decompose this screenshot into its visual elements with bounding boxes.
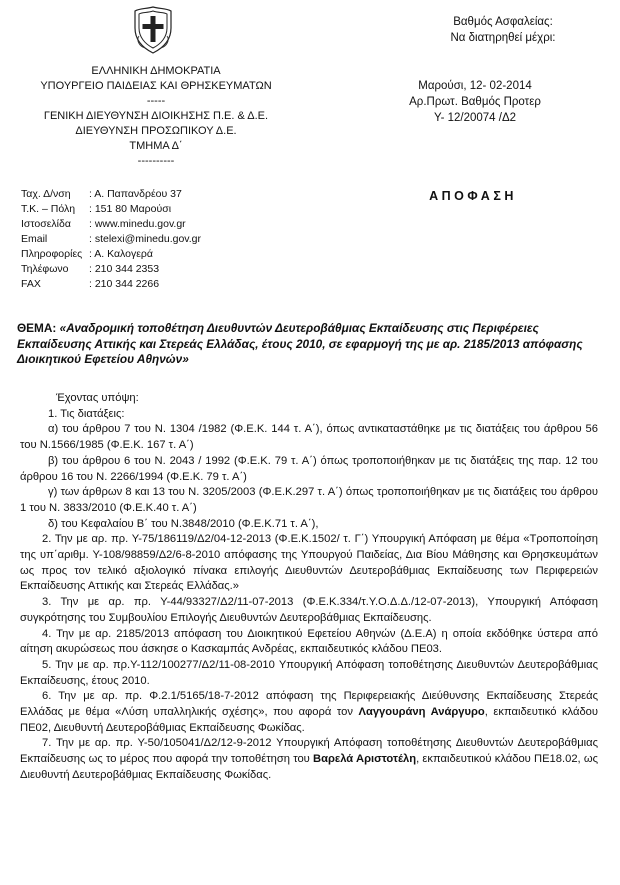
subject-line xyxy=(17,321,602,368)
clause-6-text: 6. Την με αρ. πρ. Φ.2.1/5165/18-7-2012 απόφαση της Περιφερειακής Διεύθυνσης Εκπαίδευσης Στερεάς Ελλάδας με θέμα «Λύση υπαλληλικής σχέσης», που αφορά τον xyxy=(20,690,598,719)
contact-label: Ταχ. Δ/νση xyxy=(21,188,71,200)
reference-number: Υ- 12/20074 /Δ2 xyxy=(433,112,517,124)
contact-label: Email xyxy=(21,233,48,245)
ministry-name: ΥΠΟΥΡΓΕΙΟ ΠΑΙΔΕΙΑΣ ΚΑΙ ΘΡΗΣΚΕΥΜΑΤΩΝ xyxy=(40,80,272,92)
clause-6 xyxy=(20,689,598,736)
contact-value: : Α. Παπανδρέου 37 xyxy=(89,188,182,200)
subject-text: «Αναδρομική τοποθέτηση Διευθυντών Δευτεροβάθμιας Εκπαίδευσης στις Περιφέρειες Εκπαίδευσης Αττικής και Στερεάς Ελλάδας, έτους 2010, σε εφαρμογή της με αρ. 2185/2013 απόφασης Διοικητικού Εφετείου Αθηνών» xyxy=(17,321,583,366)
contact-value: : Α. Καλογερά xyxy=(89,248,153,260)
clause-3: 3. Την με αρ. πρ. Υ-44/93327/Δ2/11-07-2013 (Φ.Ε.Κ.334/τ.Υ.Ο.Δ.Δ./12-07-2013), Υπουργική Απόφαση συγκρότησης του Συμβουλίου Επιλογής Διευθυντών Δευτεροβάθμιας Εκπαίδευσης. xyxy=(20,596,598,624)
place-date: Μαρούσι, 12- 02-2014 xyxy=(418,80,532,92)
issuing-authority-block xyxy=(16,64,296,169)
contact-label: Τηλέφωνο xyxy=(21,263,69,275)
clause-7 xyxy=(20,736,598,783)
clause-1a: α) του άρθρου 7 του Ν. 1304 /1982 (Φ.Ε.Κ. 144 τ. Α΄), όπως αντικαταστάθηκε με τις διατάξεις του άρθρου 56 του Ν.1566/1985 (Φ.Ε.Κ. 167 τ. Α΄) xyxy=(20,423,598,452)
classification-block xyxy=(408,14,598,46)
republic-name: ΕΛΛΗΝΙΚΗ ΔΗΜΟΚΡΑΤΙΑ xyxy=(91,65,221,77)
general-directorate: ΓΕΝΙΚΗ ΔΙΕΥΘΥΝΣΗ ΔΙΟΙΚΗΣΗΣ Π.Ε. & Δ.Ε. xyxy=(43,110,269,122)
contact-value: : 210 344 2266 xyxy=(89,278,160,290)
greek-coat-of-arms-emblem xyxy=(133,6,173,54)
clause-4: 4. Την με αρ. 2185/2013 απόφαση του Διοικητικού Εφετείου Αθηνών (Δ.Ε.Α) η οποία εκδόθηκε ύστερα από αίτηση ακυρώσεως που άσκησε ο Κασκαμπάς Ανδρέας, εκπαιδευτικός κλάδου ΠΕ03. xyxy=(20,627,598,656)
retain-until: Να διατηρηθεί μέχρι: xyxy=(450,32,556,44)
clause-5: 5. Την με αρ. πρ.Υ-112/100277/Δ2/11-08-2010 Υπουργική Απόφαση τοποθέτησης Διευθυντών Δευτεροβάθμιας Εκπαίδευσης, έτους 2010. xyxy=(20,658,598,687)
clause-6-person-name: Λαγγουράνη Ανάργυρο xyxy=(358,706,485,719)
intro-text: Έχοντας υπόψη: xyxy=(56,392,139,404)
contact-value: : www.minedu.gov.gr xyxy=(89,218,186,230)
clause-7-person-name: Βαρελά Αριστοτέλη xyxy=(313,753,417,766)
directorate: ΔΙΕΥΘΥΝΣΗ ΠΡΟΣΩΠΙΚΟΥ Δ.Ε. xyxy=(75,125,237,137)
document-body xyxy=(20,391,598,784)
contact-label: Πληροφορίες xyxy=(21,248,83,260)
clause-1: 1. Τις διατάξεις: xyxy=(48,407,125,420)
protocol-number-label: Αρ.Πρωτ. Βαθμός Προτερ xyxy=(409,96,541,108)
contact-value: : stelexi@minedu.gov.gr xyxy=(89,233,202,245)
department: ΤΜΗΜΑ Δ΄ xyxy=(129,140,183,152)
contact-label: Ιστοσελίδα xyxy=(21,218,71,230)
subject-label: ΘΕΜΑ: xyxy=(17,321,57,335)
contact-value: : 210 344 2353 xyxy=(89,263,160,275)
clause-1c: γ) των άρθρων 8 και 13 του Ν. 3205/2003 (Φ.Ε.Κ.297 τ. Α΄) όπως τροποποιήθηκαν με τις διατάξεις του άρθρου 1 του Ν. 3833/2010 (Φ.Ε.Κ.40 τ. Α΄) xyxy=(20,486,598,514)
clause-1b: β) του άρθρου 6 του Ν. 2043 / 1992 (Φ.Ε.Κ. 79 τ. Α΄) όπως τροποποιήθηκαν με τις διατάξεις της παρ. 12 του άρθρου 16 του Ν. 2266/1994 (Φ.Ε.Κ. 79 τ. Α΄) xyxy=(20,454,598,483)
decision-title: ΑΠΟΦΑΣΗ xyxy=(429,189,517,203)
separator-1: ----- xyxy=(146,95,166,107)
contact-label: Τ.Κ. – Πόλη xyxy=(21,203,76,215)
contact-label: FAX xyxy=(21,278,41,290)
clause-7-text-end: , εκπαιδευτικού κλάδου ΠΕ18.02, ως Διευθυντή Δευτεροβάθμιας Εκπαίδευσης Φωκίδας. xyxy=(20,753,599,781)
security-level: Βαθμός Ασφαλείας: xyxy=(453,16,553,28)
clause-2: 2. Την με αρ. πρ. Υ-75/186119/Δ2/04-12-2013 (Φ.Ε.Κ.1502/ τ. Γ΄) Υπουργική Απόφαση με θέμα «Τροποποίηση της υπ΄αριθμ. Υ-108/98859/Δ2/6-8-2010 απόφασης της Υπουργού Παιδείας, Δια Βίου Μάθησης και Θρησκευμάτων ως προς τον τελικό αξιολογικό πίνακα επιλογής Διευθυντών Δευτεροβάθμιας Εκπαίδευσης των Περιφερειών Εκπαίδευσης Αττικής και Στερεάς Ελλάδας.» xyxy=(20,533,598,593)
reference-block xyxy=(390,78,560,126)
contact-value: : 151 80 Μαρούσι xyxy=(89,203,172,215)
clause-1d: δ) του Κεφαλαίου Β΄ του Ν.3848/2010 (Φ.Ε.Κ.71 τ. Α΄), xyxy=(48,517,319,530)
separator-2: ---------- xyxy=(137,155,175,167)
clause-7-text: 7. Την με αρ. πρ. Υ-50/105041/Δ2/12-9-2012 Υπουργική Απόφαση τοποθέτησης Διευθυντών Δευτεροβάθμιας Εκπαίδευσης ως το μέρος που αφορά την τοποθέτηση του xyxy=(20,737,598,766)
clause-6-text-end: , εκπαιδευτικό κλάδου ΠΕ02, Διευθυντή Δευτεροβάθμιας Εκπαίδευσης Φωκίδας. xyxy=(20,706,599,734)
